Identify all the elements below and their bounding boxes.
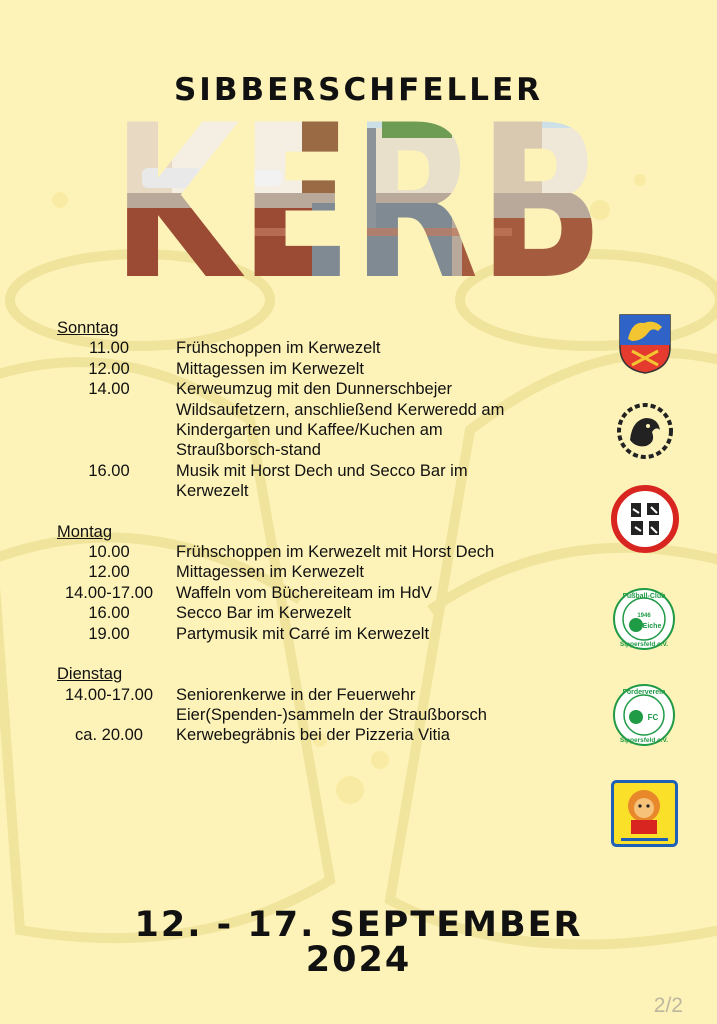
- event-description: Straußborsch-stand: [176, 441, 321, 460]
- football-club-town: Sippersfeld e.V.: [619, 641, 669, 648]
- schedule-row: [42, 705, 602, 725]
- day-heading-tuesday: Dienstag: [57, 665, 123, 684]
- event-time: 12.00: [88, 563, 130, 582]
- event-time: [42, 420, 176, 440]
- event-description: Partymusik mit Carré im Kerwezelt: [176, 624, 430, 643]
- event-time: 14.00-17.00: [64, 583, 154, 602]
- day-heading-sunday: Sonntag: [57, 319, 119, 337]
- schedule-row: [42, 420, 602, 440]
- event-time: 14.00: [88, 380, 130, 399]
- event-description: Kerweumzug mit den Dunnerschbejer: [176, 380, 453, 399]
- schedule-row: [42, 583, 602, 603]
- event-time: [42, 481, 176, 501]
- event-description: Mittagessen im Kerwezelt: [176, 563, 364, 582]
- schedule-row: [42, 400, 602, 420]
- event-description: Secco Bar im Kerwezelt: [176, 604, 352, 623]
- schedule-row: [42, 624, 602, 644]
- schedule-row: [42, 481, 602, 501]
- event-time: [42, 400, 176, 420]
- schedule-row: [42, 338, 602, 358]
- event-time: 19.00: [88, 624, 130, 643]
- schedule-row: [42, 685, 602, 705]
- event-description: Kindergarten und Kaffee/Kuchen am: [176, 421, 443, 440]
- coat-of-arms-icon: [618, 313, 672, 375]
- fire-brigade-icon: [611, 485, 679, 553]
- event-time: 12.00: [88, 359, 130, 378]
- schedule-row: [42, 562, 602, 582]
- event-description: Musik mit Horst Dech und Secco Bar im: [176, 461, 468, 480]
- event-description: Waffeln vom Büchereiteam im HdV: [176, 583, 432, 602]
- event-time: ca. 20.00: [75, 726, 143, 745]
- event-time: 16.00: [88, 461, 130, 480]
- event-schedule: [42, 318, 602, 746]
- page-indicator: 2/2: [653, 994, 683, 1017]
- foerderverein-name: Förderverein: [622, 689, 666, 696]
- football-club-name: Fußball-Club: [622, 593, 666, 600]
- library-lion-icon: [611, 780, 678, 847]
- event-description: Frühschoppen im Kerwezelt: [176, 339, 381, 358]
- event-time: 10.00: [88, 543, 130, 562]
- schedule-row: [42, 542, 602, 562]
- event-description: Wildsaufetzern, anschließend Kerweredd am: [176, 400, 505, 419]
- schedule-row: [42, 440, 602, 460]
- schedule-row: [42, 379, 602, 399]
- event-description: Mittagessen im Kerwezelt: [176, 359, 364, 378]
- schedule-row: [42, 725, 602, 745]
- football-club-middle: Eiche: [642, 623, 662, 630]
- schedule-row: [42, 359, 602, 379]
- kerb-photo-letters: [112, 108, 604, 280]
- foerderverein-town: Sippersfeld e.V.: [619, 737, 669, 744]
- event-time: [42, 440, 176, 460]
- football-club-year: 1946: [637, 613, 651, 619]
- event-time: 11.00: [88, 339, 130, 358]
- football-club-logo: [612, 587, 676, 651]
- event-time: [42, 705, 176, 725]
- day-heading-monday: Montag: [57, 522, 113, 541]
- event-description: Kerwebegräbnis bei der Pizzeria Vitia: [176, 726, 450, 745]
- event-time: 14.00-17.00: [64, 685, 154, 704]
- page-headline: SIBBERSCHFELLER: [173, 72, 544, 108]
- event-description: Seniorenkerwe in der Feuerwehr: [176, 685, 416, 704]
- event-description: Eier(Spenden-)sammeln der Straußborsch: [176, 705, 487, 724]
- lion-emblem-icon: [612, 402, 678, 460]
- foerderverein-logo: [612, 683, 676, 747]
- foerderverein-middle: FC: [647, 713, 659, 722]
- event-year: 2024: [305, 940, 412, 980]
- event-description: Kerwezelt: [176, 482, 249, 501]
- event-description: Frühschoppen im Kerwezelt mit Horst Dech: [176, 543, 495, 562]
- event-date-range: 12. - 17. SEPTEMBER: [134, 905, 583, 945]
- schedule-row: [42, 603, 602, 623]
- event-time: 16.00: [88, 604, 130, 623]
- schedule-row: [42, 461, 602, 481]
